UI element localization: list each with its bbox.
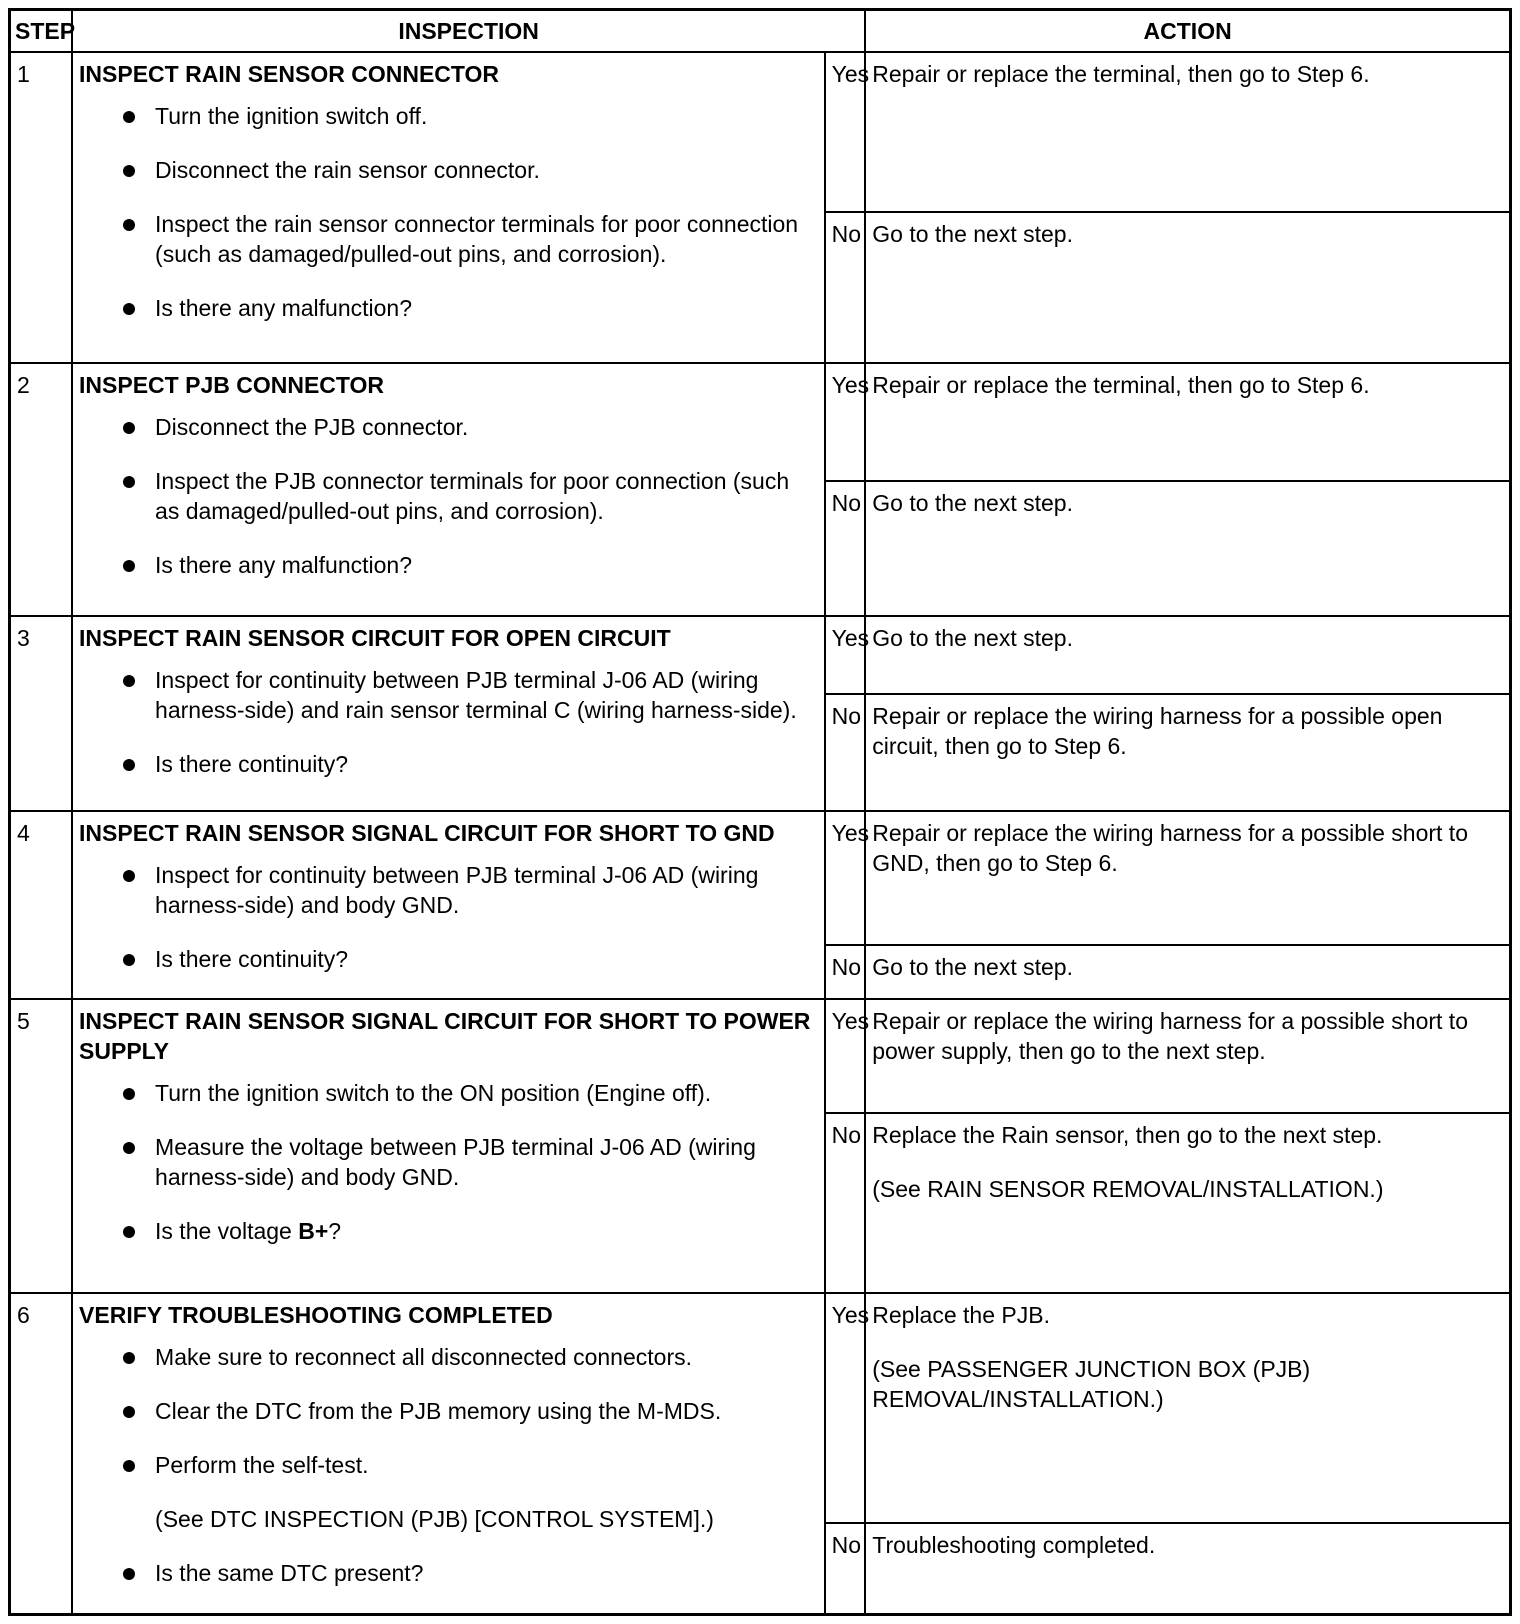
yes-label: Yes	[825, 999, 866, 1113]
step-number: 4	[10, 811, 73, 1000]
bullet-icon	[123, 759, 135, 771]
step-5-inspection	[72, 999, 825, 1292]
step-4-inspection	[72, 811, 825, 1000]
no-label: No	[825, 1113, 866, 1292]
no-action: Repair or replace the wiring harness for a possible open circuit, then go to Step 6.	[865, 694, 1510, 811]
yes-label: Yes	[825, 811, 866, 945]
bullet-icon	[123, 111, 135, 123]
list-item: Perform the self-test.	[123, 1450, 818, 1480]
bullet-icon	[123, 1352, 135, 1364]
step-5-yes-row	[10, 999, 1511, 1113]
list-item: Is there any malfunction?	[123, 293, 818, 323]
yes-label: Yes	[825, 1293, 866, 1523]
bullet-icon	[123, 1568, 135, 1580]
step-number: 5	[10, 999, 73, 1292]
list-item: Is the voltage B+?	[123, 1216, 818, 1246]
step-title: INSPECT PJB CONNECTOR	[79, 371, 385, 398]
step-number: 2	[10, 363, 73, 616]
list-item: Inspect for continuity between PJB terminal J-06 AD (wiring harness-side) and body GND.	[123, 860, 818, 920]
bullet-icon	[123, 165, 135, 177]
no-action: Go to the next step.	[865, 481, 1510, 616]
list-item: Is there continuity?	[123, 749, 818, 779]
yes-action: Repair or replace the terminal, then go to Step 6.	[865, 363, 1510, 481]
step-2-inspection	[72, 363, 825, 616]
step-6-inspection	[72, 1293, 825, 1615]
step-title: INSPECT RAIN SENSOR SIGNAL CIRCUIT FOR SHORT TO POWER SUPPLY	[79, 1008, 811, 1065]
step-number: 1	[10, 52, 73, 363]
header-step: STEP	[10, 10, 73, 53]
list-item: Is the same DTC present?	[123, 1558, 818, 1588]
step-3-inspection	[72, 616, 825, 811]
bullet-icon	[123, 675, 135, 687]
step-1-yes-row	[10, 52, 1511, 212]
no-action: Troubleshooting completed.	[865, 1523, 1510, 1615]
no-label: No	[825, 481, 866, 616]
no-label: No	[825, 1523, 866, 1615]
bullet-icon	[123, 560, 135, 572]
yes-label: Yes	[825, 363, 866, 481]
header-row	[10, 10, 1511, 53]
no-label: No	[825, 212, 866, 363]
yes-action: Go to the next step.	[865, 616, 1510, 694]
yes-action: Replace the PJB. (See PASSENGER JUNCTION BOX (PJB) REMOVAL/INSTALLATION.)	[865, 1293, 1510, 1523]
list-item: Make sure to reconnect all disconnected connectors.	[123, 1342, 818, 1372]
no-label: No	[825, 945, 866, 1000]
header-inspection: INSPECTION	[72, 10, 865, 53]
step-title: VERIFY TROUBLESHOOTING COMPLETED	[79, 1301, 553, 1328]
bullet-icon	[123, 476, 135, 488]
yes-action: Repair or replace the terminal, then go to Step 6.	[865, 52, 1510, 212]
yes-label: Yes	[825, 52, 866, 212]
list-item: Is there any malfunction?	[123, 550, 818, 580]
bullet-icon	[123, 1142, 135, 1154]
step-4-yes-row	[10, 811, 1511, 945]
no-label: No	[825, 694, 866, 811]
list-item: Turn the ignition switch off.	[123, 101, 818, 131]
step-title: INSPECT RAIN SENSOR CONNECTOR	[79, 61, 500, 87]
bullet-icon	[123, 954, 135, 966]
bullet-icon	[123, 1226, 135, 1238]
bullet-icon	[123, 1460, 135, 1472]
yes-action: Repair or replace the wiring harness for a possible short to power supply, then go to the next step.	[865, 999, 1510, 1113]
no-action: Go to the next step.	[865, 945, 1510, 1000]
step-2-yes-row	[10, 363, 1511, 481]
list-item: Inspect the PJB connector terminals for poor connection (such as damaged/pulled-out pins, and corrosion).	[123, 466, 818, 526]
step-3-yes-row	[10, 616, 1511, 694]
list-item: Turn the ignition switch to the ON position (Engine off).	[123, 1078, 818, 1108]
reference-note: (See DTC INSPECTION (PJB) [CONTROL SYSTEM].)	[155, 1505, 714, 1532]
header-action: ACTION	[865, 10, 1510, 53]
no-action: Go to the next step.	[865, 212, 1510, 363]
bullet-icon	[123, 422, 135, 434]
diagnostic-procedure-sheet	[8, 8, 1512, 1616]
list-item: Measure the voltage between PJB terminal J-06 AD (wiring harness-side) and body GND.	[123, 1132, 818, 1192]
list-item: Inspect the rain sensor connector terminals for poor connection (such as damaged/pulled-out pins, and corrosion).	[123, 209, 818, 269]
step-number: 6	[10, 1293, 73, 1615]
list-item: Clear the DTC from the PJB memory using the M-MDS.	[123, 1396, 818, 1426]
diagnostic-table	[8, 8, 1512, 1616]
step-title: INSPECT RAIN SENSOR SIGNAL CIRCUIT FOR SHORT TO GND	[79, 819, 775, 846]
no-action: Replace the Rain sensor, then go to the next step. (See RAIN SENSOR REMOVAL/INSTALLATION.)	[865, 1113, 1510, 1292]
list-item: Disconnect the PJB connector.	[123, 412, 818, 442]
step-number: 3	[10, 616, 73, 811]
bullet-icon	[123, 303, 135, 315]
bullet-icon	[123, 219, 135, 231]
list-item: Disconnect the rain sensor connector.	[123, 155, 818, 185]
list-item: Inspect for continuity between PJB terminal J-06 AD (wiring harness-side) and rain sensor terminal C (wiring harness-side).	[123, 665, 818, 725]
step-title: INSPECT RAIN SENSOR CIRCUIT FOR OPEN CIRCUIT	[79, 624, 671, 651]
yes-label: Yes	[825, 616, 866, 694]
yes-action: Repair or replace the wiring harness for a possible short to GND, then go to Step 6.	[865, 811, 1510, 945]
step-1-inspection	[72, 52, 825, 363]
list-item: Is there continuity?	[123, 944, 818, 974]
bullet-icon	[123, 1406, 135, 1418]
bullet-icon	[123, 1088, 135, 1100]
step-6-yes-row	[10, 1293, 1511, 1523]
bullet-icon	[123, 870, 135, 882]
